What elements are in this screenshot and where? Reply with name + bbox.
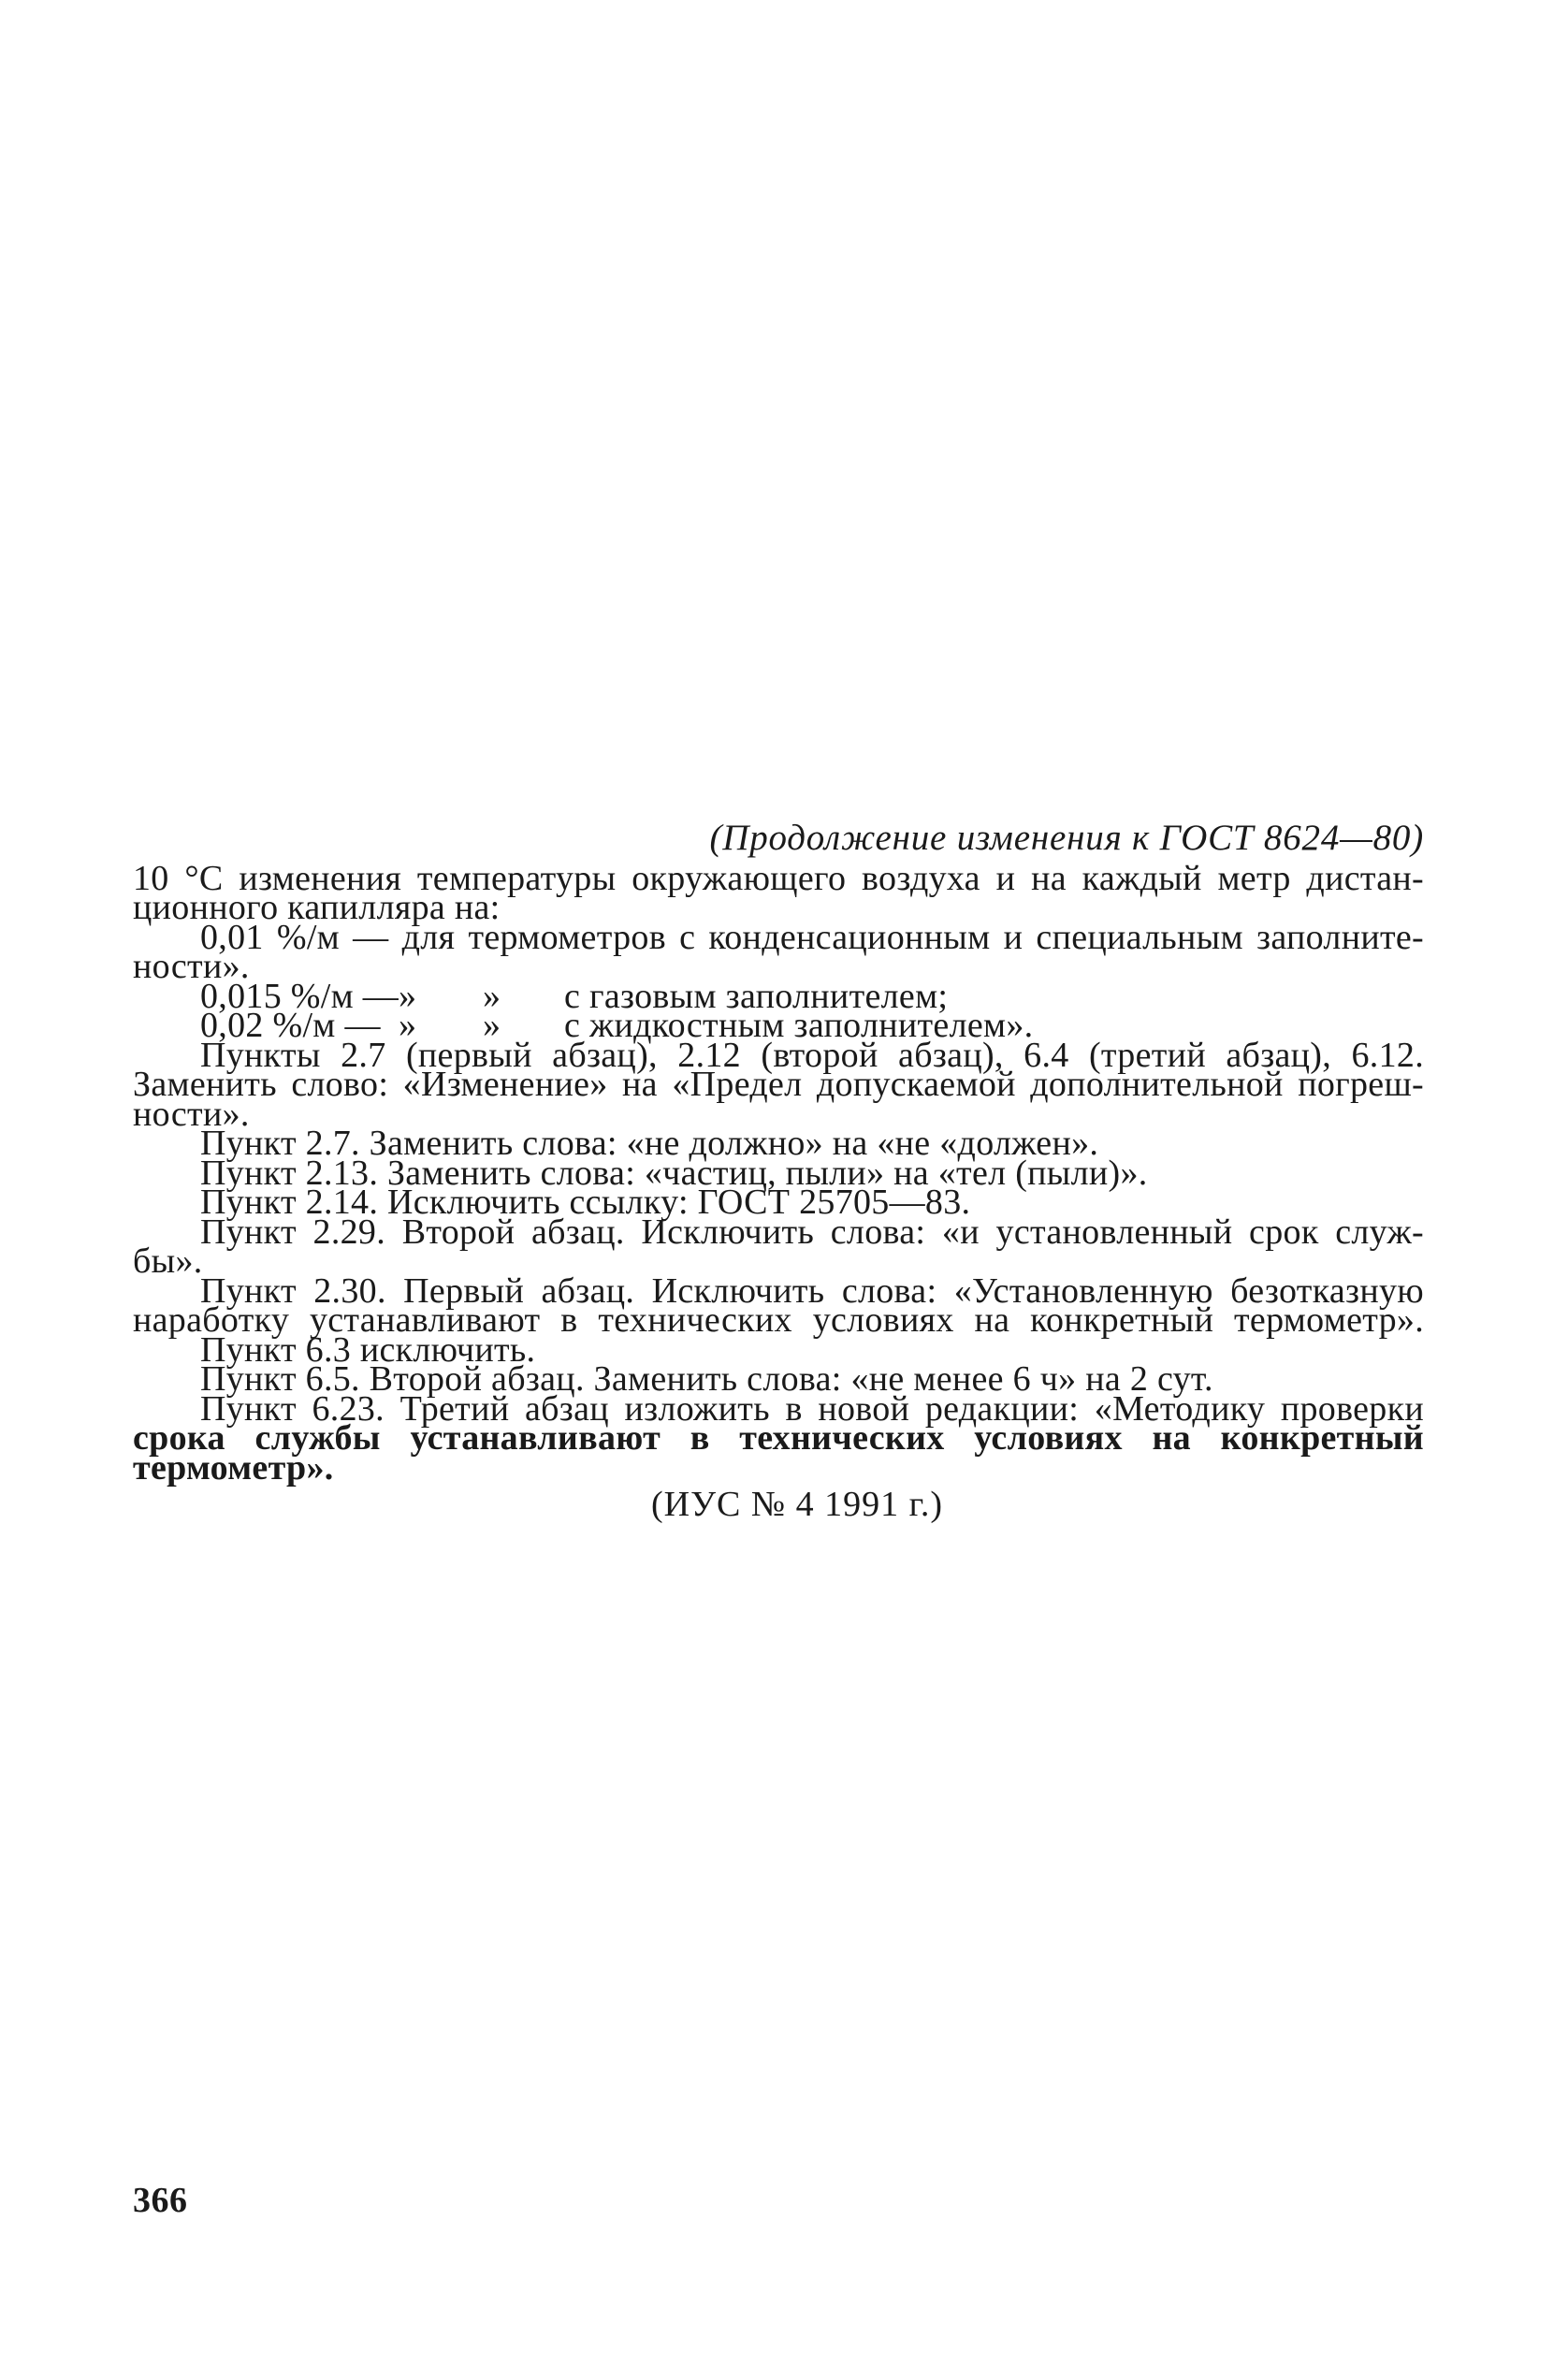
text-line: срока службы устанавливают в технических условиях на конкретный термометр». xyxy=(133,1418,1424,1488)
text-line: Пункт 6.3 исключить. xyxy=(200,1329,536,1370)
text-line: ности». xyxy=(133,947,250,986)
tolerance-value: 0,015 %/м — xyxy=(200,976,399,1016)
ditto-mark: » xyxy=(399,976,417,1016)
text-line: Пункты 2.7 (первый абзац), 2.12 (второй абзац), 6.4 (третий абзац), 6.12. xyxy=(200,1035,1424,1075)
ditto-mark: » xyxy=(483,1006,501,1045)
text-line: ности». xyxy=(133,1094,250,1134)
text-line: Пункт 6.23. Третий абзац изложить в новой редакции: «Методику проверки xyxy=(200,1388,1424,1429)
text-line: наработку устанавливают в технических условиях на конкретный термометр». xyxy=(133,1300,1424,1340)
text-line: Пункт 2.29. Второй абзац. Исключить слова: «и установленный срок служ- xyxy=(200,1212,1424,1252)
continuation-heading: (Продолжение изменения к ГОСТ 8624—80) xyxy=(709,818,1424,858)
text-line: ционного капилляра на: xyxy=(133,888,501,927)
tolerance-text: с жидкостным заполнителем». xyxy=(564,1006,1034,1045)
document-body xyxy=(133,818,1424,1524)
text-line: Пункт 2.30. Первый абзац. Исключить слова: «Установленную безотказную xyxy=(200,1270,1424,1311)
text-line: Пункт 6.5. Второй абзац. Заменить слова: «не менее 6 ч» на 2 сут. xyxy=(200,1359,1213,1399)
ditto-mark: » xyxy=(483,976,501,1016)
text-line: Пункт 2.7. Заменить слова: «не должно» на «не «должен». xyxy=(200,1124,1099,1163)
text-line: Пункт 2.13. Заменить слова: «частиц, пыли» на «тел (пыли)». xyxy=(200,1153,1148,1193)
page-number: 366 xyxy=(133,2181,188,2220)
text-line: 10 °С изменения температуры окружающего воздуха и на каждый метр дистан- xyxy=(133,858,1424,898)
text-line: Пункт 2.14. Исключить ссылку: ГОСТ 25705—83. xyxy=(200,1183,971,1222)
ditto-mark: » xyxy=(399,1006,417,1045)
text-line: 0,01 %/м — для термометров с конденсационным и специальным заполните- xyxy=(200,917,1424,957)
text-line: Заменить слово: «Изменение» на «Предел допускаемой дополнительной погреш- xyxy=(133,1065,1424,1104)
text-line: бы». xyxy=(133,1241,203,1281)
source-reference: (ИУС № 4 1991 г.) xyxy=(650,1485,944,1524)
tolerance-value: 0,02 %/м — xyxy=(200,1006,381,1045)
tolerance-text: с газовым заполнителем; xyxy=(564,976,949,1016)
